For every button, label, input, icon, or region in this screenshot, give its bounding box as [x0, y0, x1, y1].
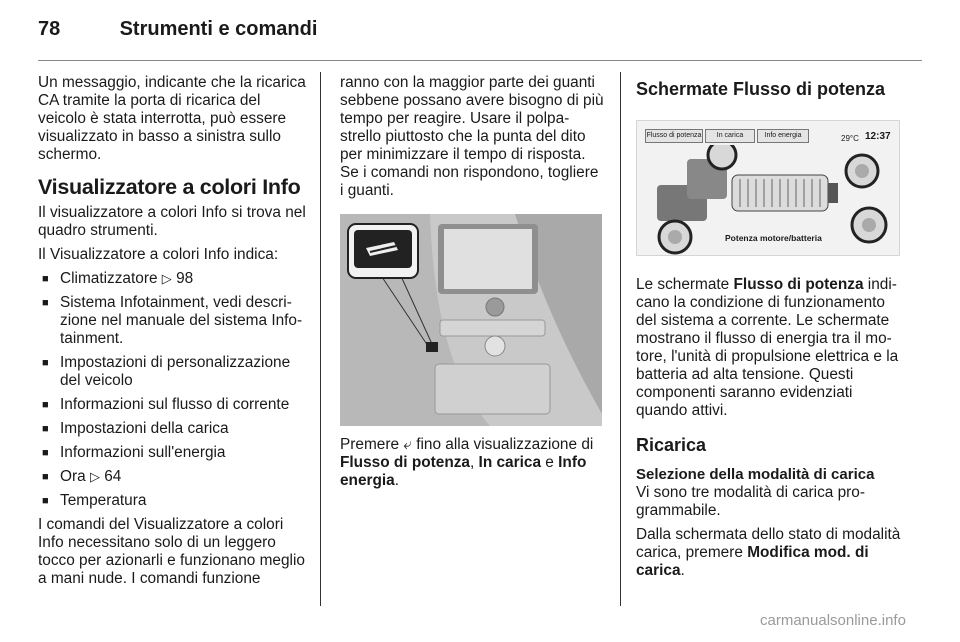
subsection-heading: Ricarica: [636, 435, 707, 455]
dashboard-photo: [340, 214, 602, 426]
page-ref[interactable]: 98: [176, 270, 194, 287]
list-item: ■ Climatizzatore ▷ 98: [38, 270, 306, 288]
column-divider: [620, 72, 621, 606]
watermark: carmanualsonline.info: [760, 612, 906, 629]
page-number: 78: [38, 18, 61, 40]
page-ref[interactable]: 64: [104, 468, 122, 485]
paragraph-power-flow: Le schermate Flusso di potenza indicano la condizione di funzionamento del sistema a corrente. Le schermate mostrano il flusso di energia tra il motore, l'unità di propulsione elettrica e la batteria ad alta tensione. Questi componenti saranno evidenziati quando attivi.: [636, 276, 899, 419]
column-divider: [320, 72, 321, 606]
paragraph-controls: I comandi del Visualizzatore a colori Info necessitano solo di un leggero tocco per azionarli e funzionano meglio a mani nude. I comandi funzione: [38, 516, 305, 587]
tab-in-carica[interactable]: In carica: [705, 129, 755, 143]
page-header: [38, 18, 317, 41]
power-flow-label: Potenza motore/batteria: [725, 233, 822, 243]
paragraph-modes: Vi sono tre modalità di carica programmabile.: [636, 484, 865, 519]
page-ref-arrow-icon: ▷: [161, 271, 172, 286]
sub-subsection-heading: Selezione della modalità di carica: [636, 466, 875, 483]
option-flusso: Flusso di potenza: [340, 454, 470, 471]
feature-list: [38, 270, 306, 510]
temperature-readout: 29°C: [841, 134, 859, 143]
section-heading: Schermate Flusso di potenza: [636, 79, 886, 99]
section-title: Strumenti e comandi: [119, 18, 318, 40]
paragraph-press: Premere ⤶ fino alla visualizzazione di Flusso di potenza, In carica e Info energia.: [340, 436, 594, 489]
tab-flusso-di-potenza[interactable]: Flusso di potenza: [645, 129, 703, 143]
option-info-energia: Info energia: [340, 454, 587, 489]
clock-readout: 12:37: [865, 131, 891, 142]
header-rule: [38, 60, 922, 61]
paragraph-indicates: Il Visualizzatore a colori Info indica:: [38, 246, 279, 263]
column-1: [38, 74, 306, 594]
column-3: [636, 74, 904, 586]
list-item: ■ Impostazioni di personalizzazione del veicolo: [38, 354, 306, 390]
column-2: [340, 74, 604, 496]
paragraph-gloves: ranno con la maggior parte dei guanti sebbene possano avere bisogno di più tempo per reagire. Usare il polpastrello piuttosto che la punta del dito per minimizzare il tempo di risposta. Se i comandi non rispondono, togliere i guanti.: [340, 74, 604, 199]
option-modifica-mod: Modifica mod. di carica: [636, 544, 869, 579]
list-item: ■ Informazioni sul flusso di corrente: [38, 396, 306, 414]
back-arrow-icon: ⤶: [403, 436, 412, 453]
paragraph-location: Il visualizzatore a colori Info si trova nel quadro strumenti.: [38, 204, 306, 239]
list-item: ■ Impostazioni della carica: [38, 420, 306, 438]
tab-info-energia[interactable]: Info energia: [757, 129, 809, 143]
list-item: ■ Ora ▷ 64: [38, 468, 306, 486]
paragraph-modify: Dalla schermata dello stato di modalità carica, premere Modifica mod. di carica.: [636, 526, 901, 579]
list-item: ■ Informazioni sull'energia: [38, 444, 306, 462]
intro-paragraph: Un messaggio, indicante che la ricarica CA tramite la porta di ricarica del veicolo è stata interrotta, può essere visualizzato in basso a sinistra sullo schermo.: [38, 74, 306, 163]
page-ref-arrow-icon: ▷: [89, 469, 100, 484]
section-heading: Visualizzatore a colori Info: [38, 175, 301, 199]
list-item: ■ Temperatura: [38, 492, 306, 510]
list-item: ■ Sistema Infotainment, vedi descrizione nel manuale del sistema Infotainment.: [38, 294, 306, 348]
option-in-carica: In carica: [478, 454, 542, 471]
power-flow-screen: [636, 120, 900, 256]
